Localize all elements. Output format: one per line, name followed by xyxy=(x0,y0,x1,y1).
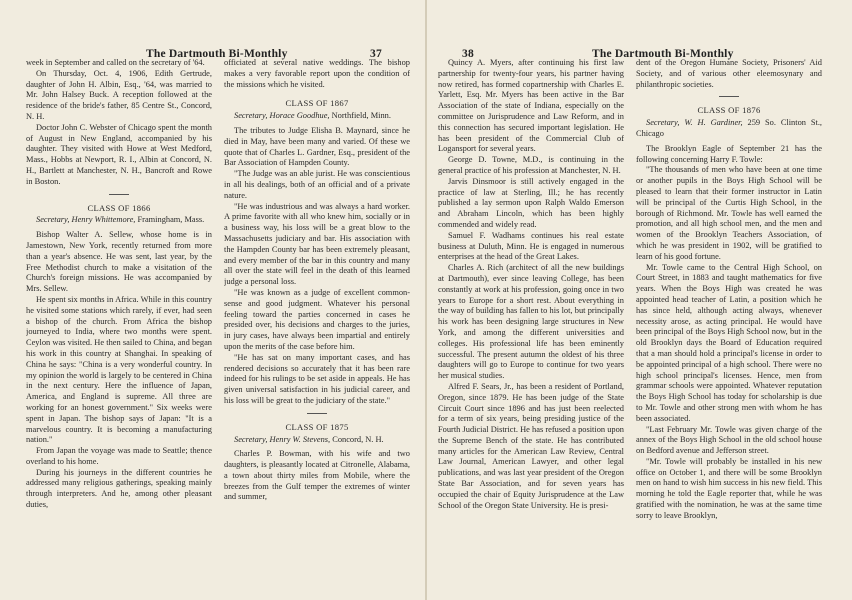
left-page-title: The Dartmouth Bi-Monthly xyxy=(146,48,288,60)
section-rule xyxy=(719,96,739,97)
paragraph: During his journeys in the different countries he addressed many religious gatherings, speaking mainly through interpreters. And he, among other pleasant duties, xyxy=(26,467,212,510)
secretary-label: Secretary, xyxy=(646,118,680,128)
right-page xyxy=(426,0,852,600)
paragraph: On Thursday, Oct. 4, 1906, Edith Gertrude, daughter of John H. Albin, Esq., '64, was married to Mr. John Halsey Buck. A reception followed at the residence of the bride's father, 85 Centre St., Concord, N. H. xyxy=(26,68,212,121)
secretary-place: Northfield, Minn. xyxy=(331,111,391,121)
paragraph: Alfred F. Sears, Jr., has been a resident of Portland, Oregon, since 1879. He has been judge of the State Circuit Court since 1896 and has just been reelected for a term of six years, being presiding justice of the Fourth Judicial District. He has refused a position upon the Supreme Bench of the state. He has contributed many articles for the American Law Review, Central Law Journal, American Lawyer, and other legal publications, and was last year president of the Oregon State Bar Association, and for seven years has occupied the chair of Equity Jurisprudence at the Law School of the Oregon State University. He is presi- xyxy=(438,381,624,510)
left-column-1 xyxy=(26,58,212,598)
secretary-place: Concord, N. H. xyxy=(332,434,384,444)
paragraph: Samuel F. Wadhams continues his real estate business at Duluth, Minn. He is engaged in numerous enterprises at the head of the Great Lakes. xyxy=(438,230,624,262)
paragraph: He spent six months in Africa. While in this country he visited some stations which rarely, if ever, had seen a bishop of the church. From Africa the bishop journeyed to India, where two months were spent. Ceylon was visited. He then sailed to China, and began his work in this country at Shanghai. In speaking of China he says: "China is a very wonderful country. In my opinion the world is largely to be centered in China in the next century. Here the influence of Japan, America, and England is supreme. All three are working for an honest government." Six weeks were spent in Japan. The bishop says of Japan: "It is a marvelous country. It is becoming a manufacturing nation." xyxy=(26,294,212,445)
paragraph: "Last February Mr. Towle was given charge of the annex of the Boys High School in the old school house on Bedford avenue and Jefferson street. xyxy=(636,424,822,456)
paragraph: Doctor John C. Webster of Chicago spent the month of August in New England, accompanied by his daughter. They visited with Howe at West Medford, Mass., Hobbs at Newport, R. I., Albin at Concord, N. H., Bartlett at Manchester, N. H., Bancroft and Rowe in Boston. xyxy=(26,122,212,186)
right-page-columns xyxy=(438,58,824,598)
class-heading-1867: CLASS OF 1867 xyxy=(285,98,349,109)
left-page-columns xyxy=(26,58,412,598)
secretary-name: W. H. Gardiner, xyxy=(684,118,743,128)
paragraph: Charles P. Bowman, with his wife and two daughters, is pleasantly located at Citronelle, Alabama, a town about thirty miles from Mobile, where the breezes from the Gulf temper the extremes of winter and summer, xyxy=(224,449,410,502)
paragraph: Charles A. Rich (architect of all the new buildings at Dartmouth), ever since leaving College, has been constantly at work at his profession, going once in two years to Europe for a short rest. About everything in the way of building has fallen to his lot, but principally his work has been designing large structures in New York, and among the different universities and colleges. His professional life has been eminently successful. The present autumn the oldest of his three daughters will go to Europe to continue for two years her musical studies. xyxy=(438,263,624,381)
secretary-label: Secretary, xyxy=(36,215,70,225)
paragraph: Jarvis Dinsmoor is still actively engaged in the practice of law at Sterling, Ill.; he has recently published a lay sermon upon Ralph Waldo Emerson and Abraham Lincoln, which has been highly commended and widely read. xyxy=(438,176,624,229)
section-rule xyxy=(307,413,327,414)
paragraph: "He was known as a judge of excellent common-sense and good judgment. Whatever his personal feeling toward the parties concerned in cases he presided over, his decisions and charges to the juries, in jury cases, have always been impartial and entirely upon the merits of the case before him. xyxy=(224,287,410,351)
right-page-number: 38 xyxy=(462,48,474,60)
paragraph: "The thousands of men who have been at one time or another pupils in the Boys High School will be pleased to learn that their former instructor in Latin will be principal of the Curtis High School, in the borough of Richmond. Mr. Towle has well earned the promotion, and all high school men, and the men and women of the Brooklyn Teachers Association, of which he was president in 1902, will be gratified to learn of his good fortune. xyxy=(636,165,822,261)
right-column-1 xyxy=(438,58,624,598)
paragraph: "The Judge was an able jurist. He was conscientious in all his dealings, both of an official and of a private nature. xyxy=(224,169,410,200)
paragraph: The tributes to Judge Elisha B. Maynard, since he died in May, have been many and varied. Of these we quote that of Charles L. Gardner, Esq., president of the Bar Association of Hampden County. xyxy=(224,125,410,168)
secretary-line-1875 xyxy=(224,435,410,446)
paragraph: Mr. Towle came to the Central High School, on Court Street, in 1883 and taught mathematics for five years. When the Boys High was created he was appointed head teacher of Latin, a position which he has since held, although acting always, whenever necessity arose, as acting principal. He would have been principal of the Boys High School now, but in the old Brooklyn days the Board of Education required that a man should hold a principal's license in order to be appointed principal of a high school. There were no high school principal's licenses. Hence, men from grammar schools were appointed. Whatever reputation the Boys High School has today for scholarship is due to Mr. Towle and other strong men with whom he has been associated. xyxy=(636,262,822,423)
secretary-name: Henry Whittemore, xyxy=(71,215,136,225)
paragraph: The Brooklyn Eagle of September 21 has the following concerning Harry F. Towle: xyxy=(636,143,822,164)
left-page-header xyxy=(26,10,412,60)
right-page-title: The Dartmouth Bi-Monthly xyxy=(592,48,734,60)
paragraph: From Japan the voyage was made to Seattle; thence overland to his home. xyxy=(26,446,212,466)
secretary-place: 259 So. Clinton St., Chicago xyxy=(636,118,822,138)
secretary-line-1866 xyxy=(26,215,212,226)
paragraph: "Mr. Towle will probably be installed in his new office on October 1, and there will be some Brooklyn men on hand to wish him success in his new field. This morning he told the Eagle reporter that, while he was gratified with the nomination, he was at the same time sorry to leave Brooklyn, xyxy=(636,456,822,520)
secretary-name: Horace Goodhue, xyxy=(269,111,330,121)
paragraph: "He was industrious and was always a hard worker. A prime favorite with all who knew him, socially or in a business way, his loss will be a great blow to the Massachusetts judiciary and bar. His association with the Hampden County bar has been extremely pleasant, and every member of the bar in this country and many all over the state will feel in the death of this learned judge a personal loss. xyxy=(224,201,410,287)
paragraph: George D. Towne, M.D., is continuing in the general practice of his profession at Manchester, N. H. xyxy=(438,155,624,175)
secretary-name: Henry W. Stevens, xyxy=(269,434,331,444)
class-heading-1876: CLASS OF 1876 xyxy=(697,105,761,116)
paragraph: dent of the Oregon Humane Society, Prisoners' Aid Society, and of various other eleemosynary and philanthropic societies. xyxy=(636,58,822,89)
right-column-2 xyxy=(636,58,822,598)
paragraph: Quincy A. Myers, after continuing his first law partnership for twenty-four years, his partner having now retired, has formed copartnership with Charles E. Yarlett, Esq. Mr. Myers has been active in the Bar Association of the state of Indiana, especially on the committee on Jurisprudence and Law Reform, and in this connection has secured important legislation. He has been president of the Commercial Club of Logansport for several years. xyxy=(438,58,624,154)
right-page-header xyxy=(438,10,824,60)
secretary-label: Secretary, xyxy=(234,434,268,444)
paragraph: officiated at several native weddings. The bishop makes a very favorable report upon the condition of the missions which he visited. xyxy=(224,58,410,89)
class-heading-1875: CLASS OF 1875 xyxy=(285,421,349,432)
left-page-number: 37 xyxy=(370,48,382,60)
paragraph: Bishop Walter A. Sellew, whose home is in Jamestown, New York, recently returned from more than a year's absence. He was sent, last year, by the Free Methodist church to make a visitation of the Church's foreign missions. He was accompanied by Mrs. Sellew. xyxy=(26,230,212,294)
secretary-place: Framingham, Mass. xyxy=(137,215,205,225)
secretary-line-1876 xyxy=(636,118,822,140)
secretary-label: Secretary, xyxy=(234,111,268,121)
section-rule xyxy=(109,194,129,195)
class-heading-1866: CLASS OF 1866 xyxy=(87,202,151,213)
secretary-line-1867 xyxy=(224,111,410,122)
left-column-2 xyxy=(224,58,410,598)
paragraph: "He has sat on many important cases, and has rendered decisions so accurately that it has been rare indeed for his rulings to be set aside in appeals. He has given universal satisfaction in his judicial career, and his loss will be great to the judiciary of the state." xyxy=(224,352,410,405)
paragraph: week in September and called on the secretary of '64. xyxy=(26,58,205,67)
